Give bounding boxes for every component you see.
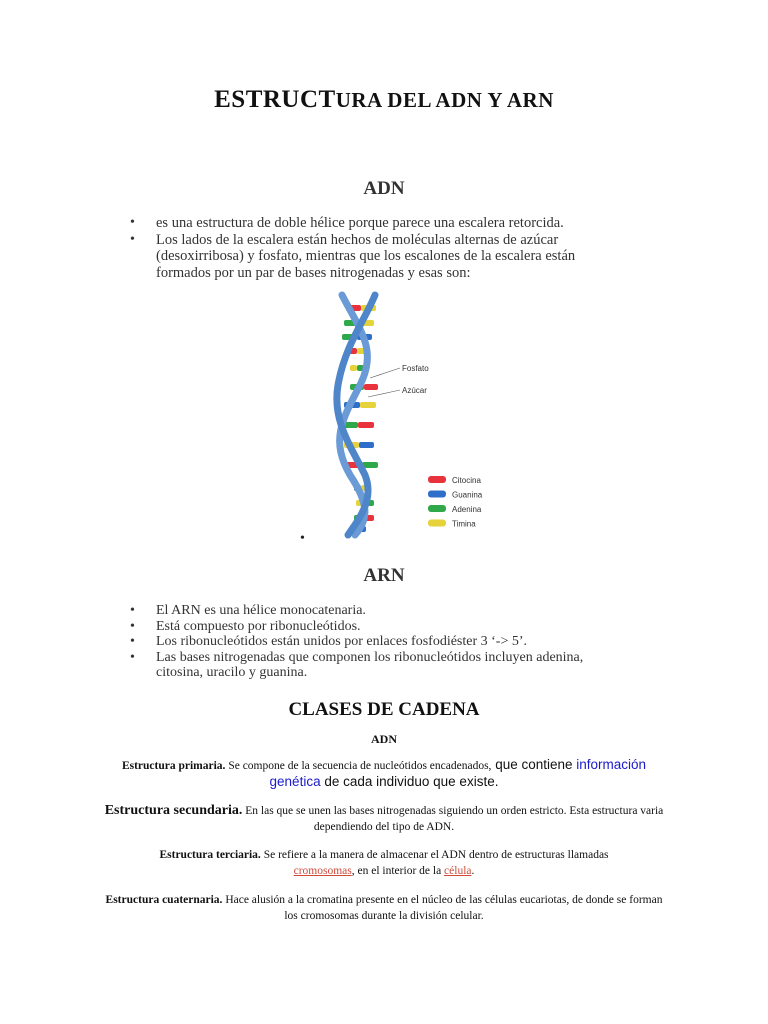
dna-helix-figure bbox=[320, 290, 490, 540]
estructura-secundaria bbox=[100, 803, 668, 835]
primaria-text3: de cada individuo que existe. bbox=[320, 774, 499, 789]
primaria-text: Se compone de la secuencia de nucleótidos encadenados, bbox=[225, 760, 492, 772]
legend-swatch bbox=[428, 520, 446, 527]
base-pair-segment bbox=[364, 384, 378, 390]
list-item: • Los lados de la escalera están hechos de moléculas alternas de azúcar (desoxirribosa) y fosfato, mientras que los escalones de la escalera están formados por un par de bases nitrogenadas y esas son: bbox=[130, 232, 630, 282]
base-pair-segment bbox=[360, 402, 376, 408]
terciaria-text: Se refiere a la manera de almacenar el ADN dentro de estructuras llamadas bbox=[260, 849, 609, 861]
list-item: • Las bases nitrogenadas que componen los ribonucleótidos incluyen adenina, citosina, uracilo y guanina. bbox=[130, 650, 630, 681]
cuaternaria-text: Hace alusión a la cromatina presente en el núcleo de las células eucariotas, de donde se forman los cromosomas durante la división celular. bbox=[222, 894, 663, 922]
clases-subheading: ADN bbox=[371, 732, 397, 746]
page-title bbox=[0, 86, 768, 114]
base-pair-segment bbox=[350, 365, 357, 371]
legend-swatch bbox=[428, 491, 446, 498]
secundaria-label: Estructura secundaria. bbox=[104, 803, 243, 818]
adn-bullet-list bbox=[130, 215, 630, 281]
estructura-cuaternaria bbox=[100, 892, 668, 924]
arn-heading: ARN bbox=[363, 565, 405, 586]
primaria-text2: que contiene bbox=[491, 757, 577, 772]
legend-swatch bbox=[428, 476, 446, 483]
dna-diagram bbox=[320, 290, 490, 540]
primaria-label: Estructura primaria. bbox=[121, 760, 226, 772]
sugar-label: Azúcar bbox=[402, 386, 427, 395]
legend-label: Citocina bbox=[452, 476, 481, 485]
estructura-primaria bbox=[100, 757, 668, 791]
base-pair-segment bbox=[358, 422, 374, 428]
sugar-pointer bbox=[368, 390, 400, 397]
secundaria-text: En las que se unen las bases nitrogenadas siguiendo un orden estricto. Esta estructura varia dependiendo del tipo de ADN. bbox=[242, 805, 664, 833]
terciaria-text2: , en el interior de la bbox=[351, 865, 445, 877]
terciaria-text3: . bbox=[471, 865, 475, 877]
phosphate-label: Fosfato bbox=[402, 364, 429, 373]
legend-swatch bbox=[428, 505, 446, 512]
empty-bullet: • bbox=[300, 531, 305, 546]
legend-label: Adenina bbox=[452, 505, 482, 514]
celula-link[interactable]: célula bbox=[444, 865, 472, 877]
cromosomas-link[interactable]: cromosomas bbox=[293, 865, 352, 877]
legend-label: Timina bbox=[452, 519, 476, 529]
estructura-terciaria bbox=[150, 847, 618, 879]
list-item: • El ARN es una hélice monocatenaria. bbox=[130, 603, 630, 619]
terciaria-label: Estructura terciaria. bbox=[159, 849, 261, 861]
cuaternaria-label: Estructura cuaternaria. bbox=[105, 894, 223, 906]
legend bbox=[428, 476, 483, 529]
arn-bullet-list bbox=[130, 603, 630, 681]
list-item: • Está compuesto por ribonucleótidos. bbox=[130, 619, 630, 635]
phosphate-pointer bbox=[370, 368, 400, 378]
list-item: • es una estructura de doble hélice porque parece una escalera retorcida. bbox=[130, 215, 630, 232]
title-part1: ESTRUCT bbox=[214, 86, 336, 113]
adn-heading: ADN bbox=[363, 178, 405, 199]
list-item: • Los ribonucleótidos están unidos por enlaces fosfodiéster 3 ‘-> 5’. bbox=[130, 634, 630, 650]
title-part2: URA DEL ADN Y ARN bbox=[335, 88, 554, 112]
clases-heading: CLASES DE CADENA bbox=[288, 699, 480, 720]
base-pair-segment bbox=[359, 442, 374, 448]
legend-label: Guanina bbox=[452, 490, 483, 500]
informacion-genetica-link[interactable]: información genética bbox=[269, 757, 647, 789]
